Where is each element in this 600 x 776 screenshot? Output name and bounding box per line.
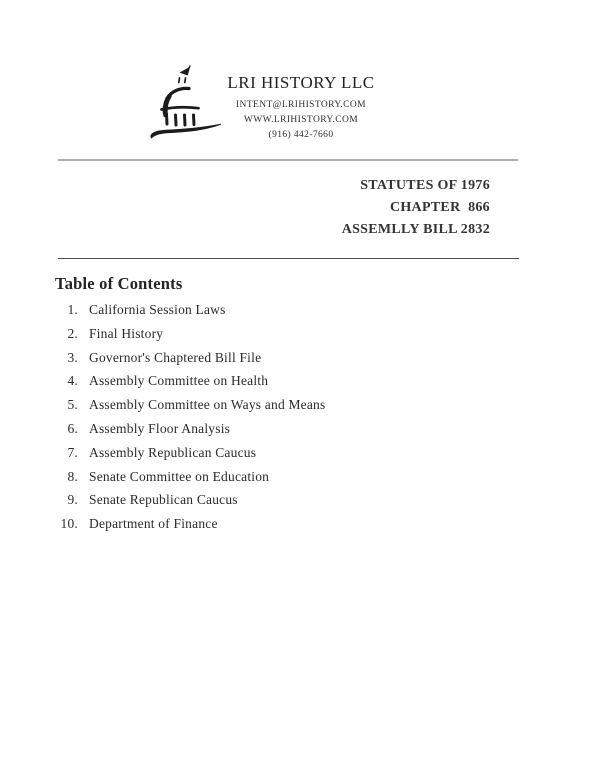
toc-item-label: Department of Finance [89,516,218,532]
toc-item-label: Senate Committee on Education [89,468,270,484]
company-email: INTENT@LRIHISTORY.COM [235,100,366,110]
toc-title: Table of Contents [55,274,183,293]
toc-item [52,351,325,365]
toc-list [52,303,325,541]
toc-item [52,446,325,460]
toc-item-number: 7. [67,444,78,460]
toc-item [52,327,325,341]
toc-item-number: 1. [67,302,78,317]
toc-item-number: 6. [67,420,78,436]
bill-line: ASSEMLLY BILL 2832 [341,222,490,237]
toc-item-number: 3. [67,349,78,365]
company-website: WWW.LRIHISTORY.COM [243,115,359,125]
toc-item-number: 8. [67,468,78,484]
toc-item [52,374,325,388]
toc-item [52,422,325,436]
toc-item-number: 9. [67,492,78,508]
horizontal-rule-top [58,159,518,161]
toc-item [52,303,325,317]
chapter-line: CHAPTER 866 [389,200,490,215]
toc-item-label: Assembly Floor Analysis [89,420,231,436]
toc-item-number: 5. [67,397,78,413]
toc-item-label: Governor's Chaptered Bill File [89,349,262,365]
toc-item [52,398,325,412]
company-name: LRI HISTORY LLC [227,73,375,92]
toc-item-label: Final History [89,325,164,341]
toc-item [52,470,325,484]
contact-info [217,98,385,143]
statutes-line: STATUTES OF 1976 [360,178,490,193]
capitol-dome-logo-icon [143,60,223,145]
toc-item-label: California Session Laws [89,302,226,317]
toc-item-number: 2. [67,325,78,341]
company-phone: (916) 442-7660 [268,130,334,140]
statute-reference [58,175,490,241]
letterhead [217,73,385,143]
toc-item-label: Assembly Committee on Health [89,373,269,389]
toc-item-number: 4. [67,373,78,389]
toc-item-number: 10. [60,516,78,532]
toc-item-label: Assembly Committee on Ways and Means [89,397,326,413]
toc-item-label: Senate Republican Caucus [89,492,238,508]
horizontal-rule-bottom [58,258,519,259]
toc-item [52,517,325,531]
toc-item-label: Assembly Republican Caucus [89,444,257,460]
toc-item [52,493,325,507]
